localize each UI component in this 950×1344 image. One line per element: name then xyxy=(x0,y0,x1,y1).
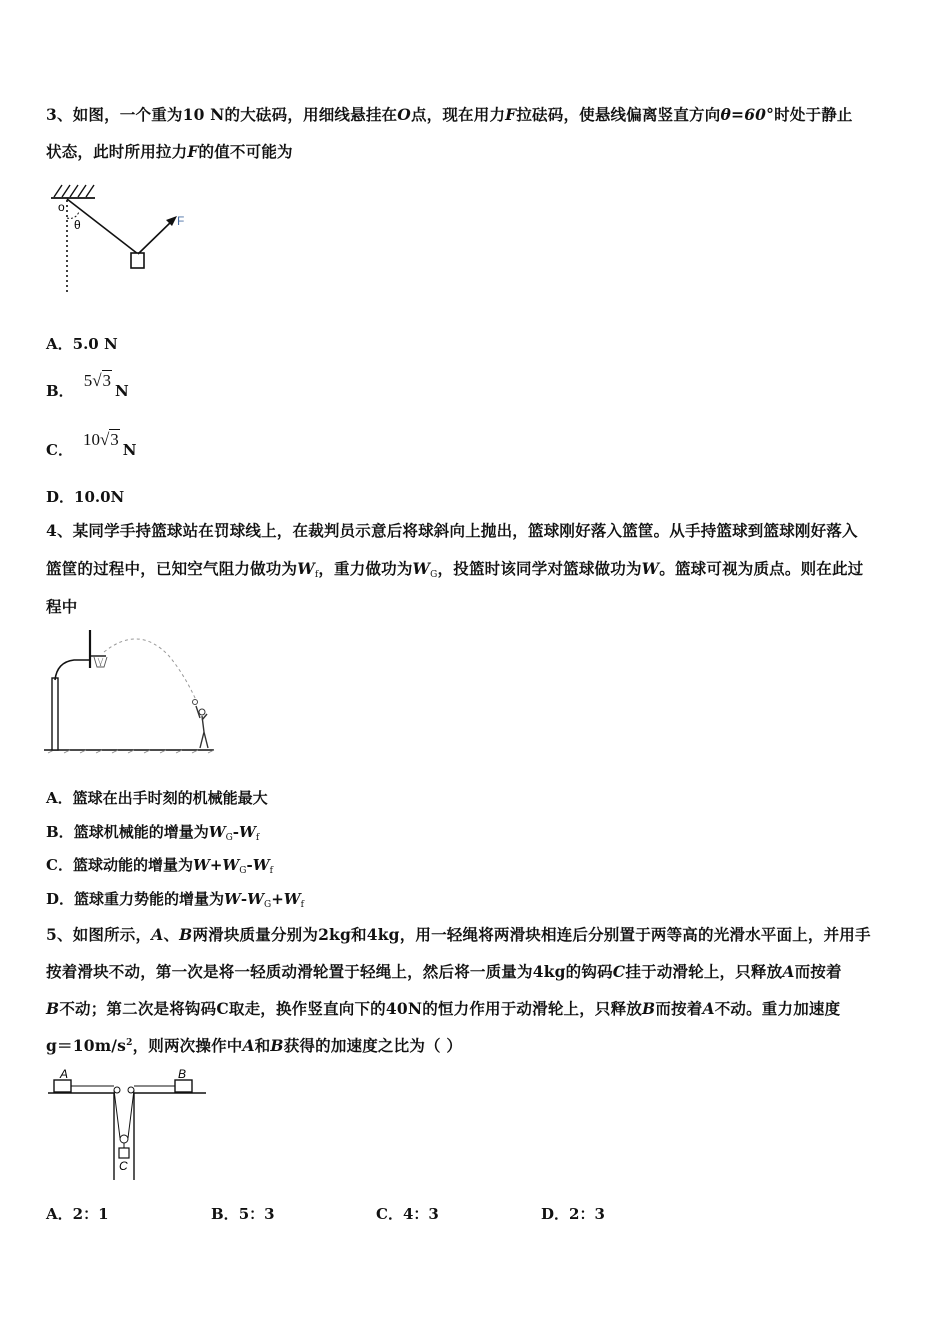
q4-option-c-expr: $W+W_G-W_f$ xyxy=(192,856,273,876)
q4-option-d: D．篮球重力势能的增量为$W-W_G+W_f$ xyxy=(46,890,304,910)
q3-option-a: A．5.0 N xyxy=(46,335,118,353)
q3-figure-label-o: o xyxy=(58,200,65,214)
q4-number: 4、 xyxy=(46,521,73,540)
q3-option-c-coef: 10 xyxy=(82,430,100,449)
q4-option-c: C．篮球动能的增量为$W+W_G-W_f$ xyxy=(46,856,273,876)
q3-option-c-radicand: 3 xyxy=(110,430,119,449)
q3-figure-pendulum xyxy=(45,178,205,298)
q3-figure-label-f: F xyxy=(177,214,185,228)
q5-figure-label-b: B xyxy=(178,1067,187,1081)
q5-number: 5、 xyxy=(46,925,73,944)
q4-option-d-expr: $W-W_G+W_f$ xyxy=(224,890,304,910)
q3-option-c: C．10√3N xyxy=(46,430,137,459)
q4-line-2: 篮筐的过程中，已知空气阻力做功为$W_f$，重力做功为$W_G$，投篮时该同学对篮球做功为W。篮球可视为质点。则在此过 xyxy=(46,559,864,580)
q4-figure-basketball xyxy=(44,626,219,756)
q5-option-d: D．2：3 xyxy=(541,1205,605,1223)
q5-line-4: $g=10m/s^2$，则两次操作中A和B获得的加速度之比为（ ） xyxy=(46,1036,463,1055)
q5-option-b: B．5：3 xyxy=(211,1205,275,1223)
q3-option-b-coef: 5 xyxy=(83,371,93,390)
q5-line-2: 按着滑块不动，第一次是将一轻质动滑轮置于轻绳上，然后将一质量为4kg的钩码C挂于动滑轮上，只释放A而按着 xyxy=(46,962,842,981)
q5-option-a: A．2：1 xyxy=(46,1205,109,1223)
q5-figure-label-c: C xyxy=(119,1159,128,1173)
q3-figure-label-theta: θ xyxy=(74,218,81,232)
q4-option-b: B．篮球机械能的增量为$W_G-W_f$ xyxy=(46,823,260,843)
q3-line-2: 状态，此时所用拉力F的值不可能为 xyxy=(46,142,293,161)
q3-option-d: D．10.0N xyxy=(46,488,125,506)
q5-figure-label-a: A xyxy=(60,1067,69,1081)
q5-figure-pulley xyxy=(46,1066,211,1186)
q4-option-b-expr: $W_G-W_f$ xyxy=(208,823,260,843)
q4-option-a: A．篮球在出手时刻的机械能最大 xyxy=(46,789,268,807)
q3-option-b: B．5√3N xyxy=(46,371,129,400)
q4-line-3: 程中 xyxy=(46,597,78,616)
q5-option-c: C．4：3 xyxy=(376,1205,439,1223)
q3-line-1: 3、如图，一个重为10 N的大砝码，用细线悬挂在O点，现在用力F拉砝码，使悬线偏离竖直方向θ=60°时处于静止 xyxy=(46,105,853,124)
q3-option-b-radicand: 3 xyxy=(102,371,112,390)
q4-line-1: 4、某同学手持篮球站在罚球线上，在裁判员示意后将球斜向上抛出，篮球刚好落入篮筐。从手持篮球到篮球刚好落入 xyxy=(46,521,858,540)
q5-line-1: 5、如图所示，A、B两滑块质量分别为2kg和4kg，用一轻绳将两滑块相连后分别置于两等高的光滑水平面上，并用手 xyxy=(46,925,871,944)
q5-line-3: B不动；第二次是将钩码C取走，换作竖直向下的40N的恒力作用于动滑轮上，只释放B而按着A不动。重力加速度 xyxy=(46,999,841,1018)
q3-number: 3、 xyxy=(46,105,73,124)
